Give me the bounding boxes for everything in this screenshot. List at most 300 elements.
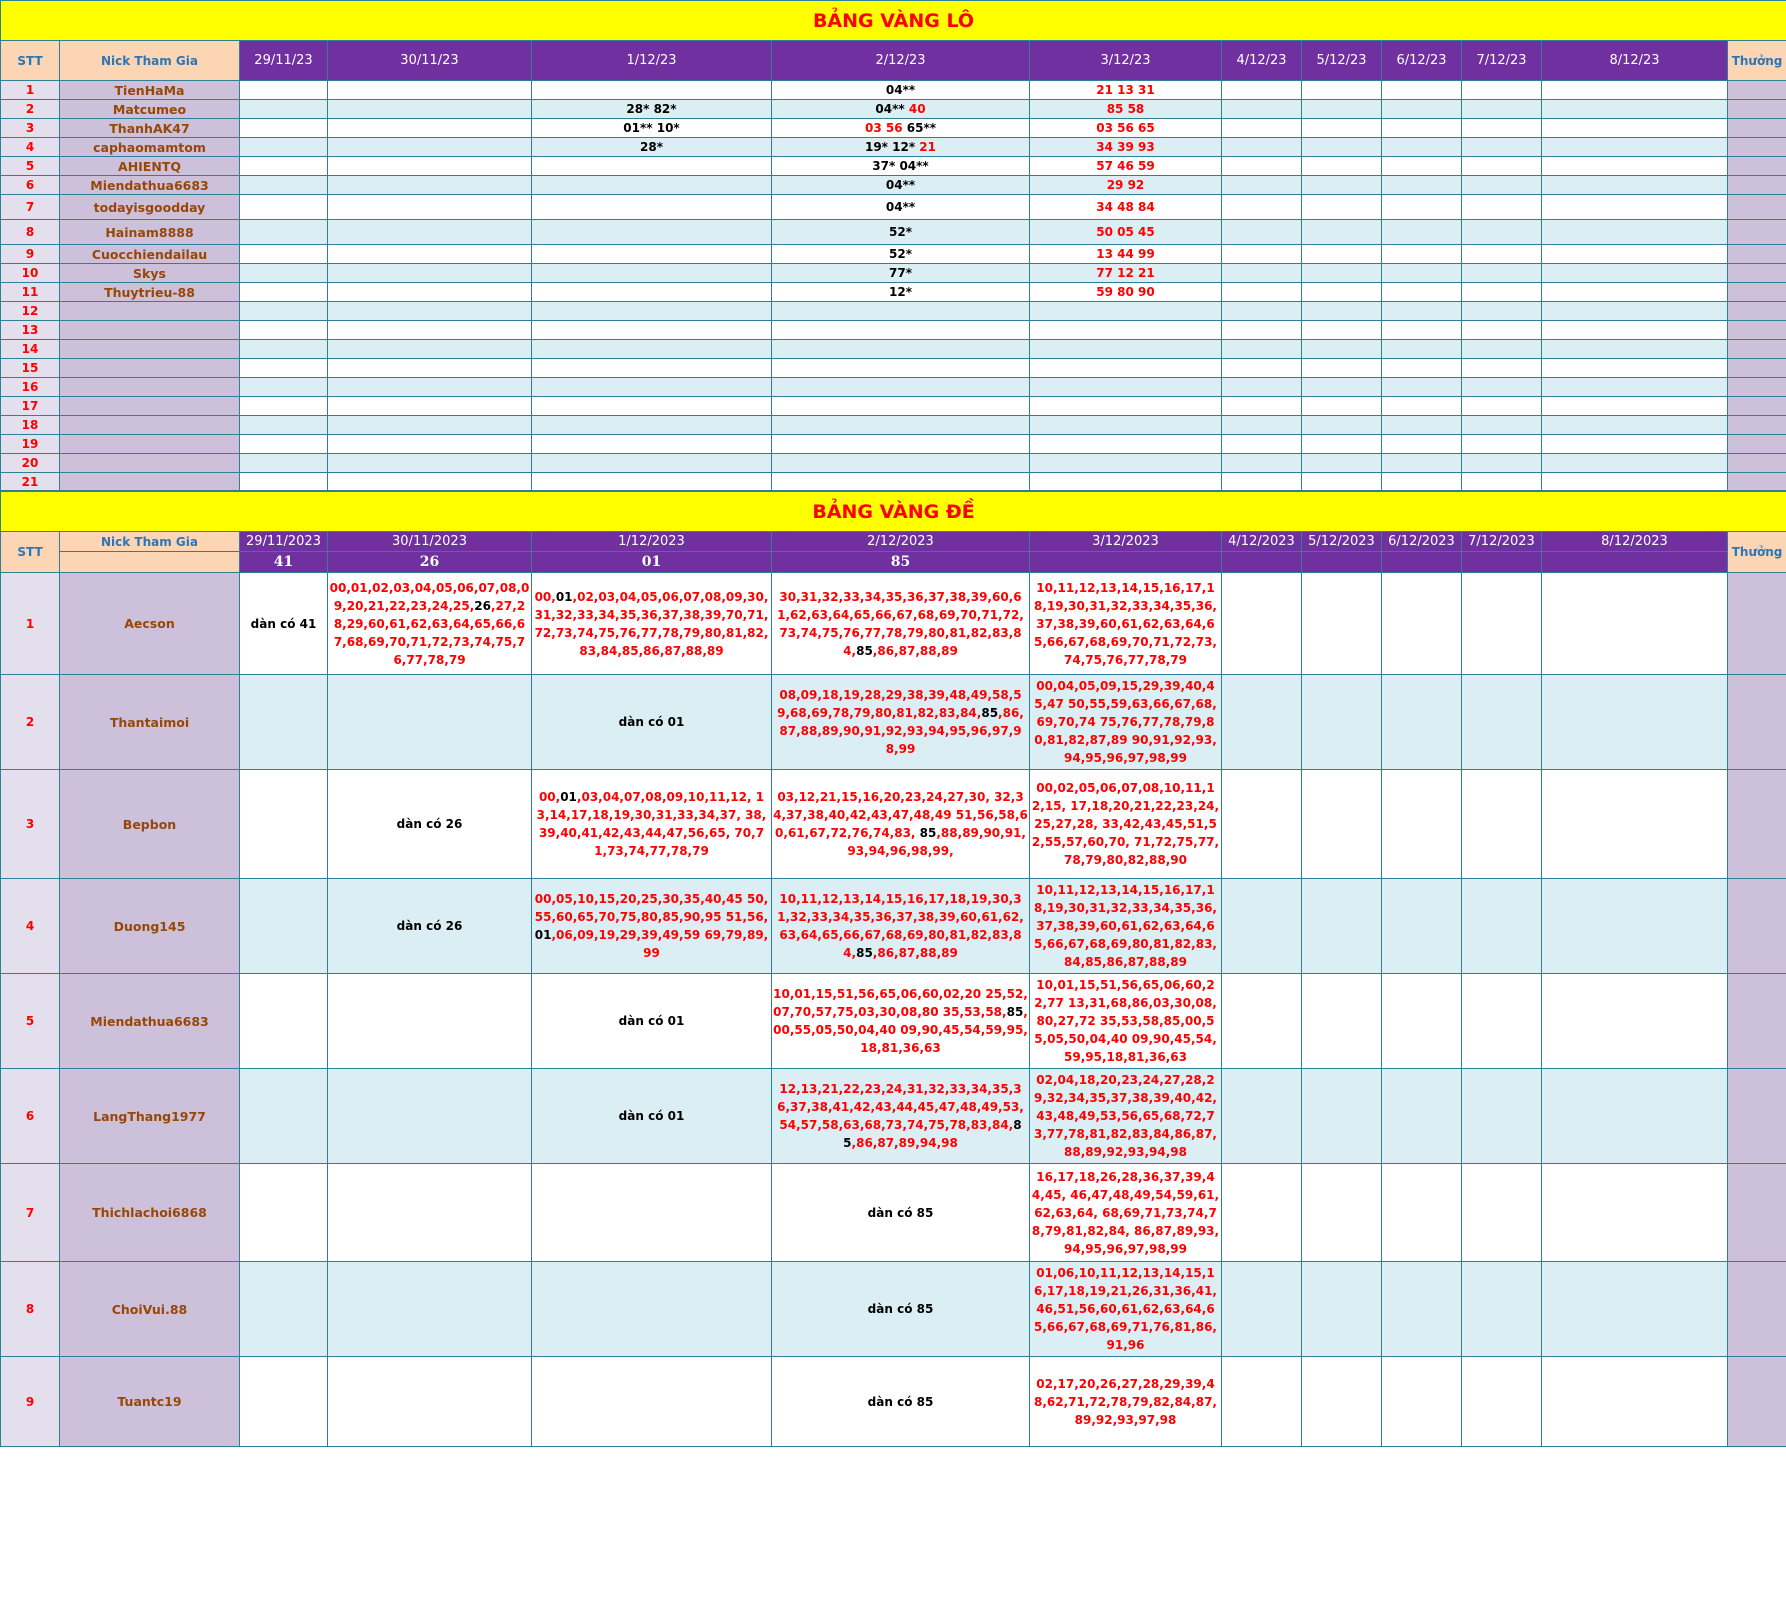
lo-cell[interactable]: [1302, 416, 1382, 435]
lo-cell[interactable]: [1462, 100, 1542, 119]
lo-cell[interactable]: [240, 359, 328, 378]
de-cell[interactable]: [328, 1262, 532, 1357]
de-cell[interactable]: [1542, 974, 1728, 1069]
de-cell[interactable]: [1542, 1069, 1728, 1164]
lo-cell[interactable]: [240, 397, 328, 416]
lo-cell[interactable]: [1030, 302, 1222, 321]
lo-cell[interactable]: [1302, 340, 1382, 359]
lo-cell[interactable]: [1302, 100, 1382, 119]
lo-cell[interactable]: [1030, 435, 1222, 454]
thuong-cell[interactable]: [1728, 302, 1786, 321]
thuong-cell[interactable]: [1728, 573, 1786, 675]
thuong-cell[interactable]: [1728, 176, 1786, 195]
lo-cell[interactable]: [1382, 220, 1462, 245]
de-cell[interactable]: [1542, 1357, 1728, 1447]
lo-cell[interactable]: [1382, 157, 1462, 176]
lo-cell[interactable]: [772, 454, 1030, 473]
de-cell[interactable]: [1302, 573, 1382, 675]
lo-cell[interactable]: [1030, 176, 1222, 195]
de-cell[interactable]: [240, 1262, 328, 1357]
lo-cell[interactable]: [1542, 435, 1728, 454]
lo-cell[interactable]: [1222, 435, 1302, 454]
lo-cell[interactable]: [240, 378, 328, 397]
lo-cell[interactable]: [532, 435, 772, 454]
lo-cell[interactable]: [1030, 245, 1222, 264]
lo-cell[interactable]: [1222, 340, 1302, 359]
lo-cell[interactable]: [328, 283, 532, 302]
lo-cell[interactable]: [240, 473, 328, 491]
lo-cell[interactable]: [1382, 138, 1462, 157]
lo-cell[interactable]: [328, 220, 532, 245]
lo-cell[interactable]: [328, 473, 532, 491]
lo-cell[interactable]: [1382, 378, 1462, 397]
de-cell[interactable]: [772, 1069, 1030, 1164]
lo-cell[interactable]: [1542, 321, 1728, 340]
lo-cell[interactable]: [1222, 283, 1302, 302]
thuong-cell[interactable]: [1728, 1262, 1786, 1357]
thuong-cell[interactable]: [1728, 157, 1786, 176]
lo-cell[interactable]: [1542, 100, 1728, 119]
lo-cell[interactable]: [1462, 416, 1542, 435]
lo-cell[interactable]: [1462, 157, 1542, 176]
thuong-cell[interactable]: [1728, 340, 1786, 359]
lo-cell[interactable]: [532, 157, 772, 176]
lo-cell[interactable]: [772, 378, 1030, 397]
lo-cell[interactable]: [240, 264, 328, 283]
thuong-cell[interactable]: [1728, 454, 1786, 473]
de-cell[interactable]: [532, 675, 772, 770]
lo-cell[interactable]: [1542, 264, 1728, 283]
lo-cell[interactable]: [1382, 359, 1462, 378]
lo-cell[interactable]: [772, 435, 1030, 454]
de-cell[interactable]: [1462, 675, 1542, 770]
thuong-cell[interactable]: [1728, 397, 1786, 416]
lo-cell[interactable]: [1222, 81, 1302, 100]
lo-cell[interactable]: [1462, 340, 1542, 359]
de-cell[interactable]: [1222, 573, 1302, 675]
lo-cell[interactable]: [1542, 220, 1728, 245]
lo-cell[interactable]: [772, 283, 1030, 302]
de-cell[interactable]: [1462, 1357, 1542, 1447]
lo-cell[interactable]: [532, 473, 772, 491]
de-cell[interactable]: [1030, 1164, 1222, 1262]
lo-cell[interactable]: [1302, 220, 1382, 245]
lo-cell[interactable]: [1382, 100, 1462, 119]
lo-cell[interactable]: [240, 157, 328, 176]
lo-cell[interactable]: [1542, 302, 1728, 321]
lo-cell[interactable]: [1030, 397, 1222, 416]
thuong-cell[interactable]: [1728, 138, 1786, 157]
thuong-cell[interactable]: [1728, 974, 1786, 1069]
de-cell[interactable]: [328, 770, 532, 879]
thuong-cell[interactable]: [1728, 264, 1786, 283]
de-cell[interactable]: [240, 573, 328, 675]
de-cell[interactable]: [1302, 770, 1382, 879]
de-cell[interactable]: [328, 573, 532, 675]
de-cell[interactable]: [532, 573, 772, 675]
lo-cell[interactable]: [1030, 359, 1222, 378]
thuong-cell[interactable]: [1728, 1357, 1786, 1447]
de-cell[interactable]: [532, 974, 772, 1069]
thuong-cell[interactable]: [1728, 675, 1786, 770]
lo-cell[interactable]: [1302, 454, 1382, 473]
lo-cell[interactable]: [1462, 302, 1542, 321]
de-cell[interactable]: [1030, 879, 1222, 974]
lo-cell[interactable]: [772, 302, 1030, 321]
lo-cell[interactable]: [1542, 119, 1728, 138]
lo-cell[interactable]: [1302, 81, 1382, 100]
lo-cell[interactable]: [328, 245, 532, 264]
de-cell[interactable]: [1462, 573, 1542, 675]
lo-cell[interactable]: [1382, 340, 1462, 359]
thuong-cell[interactable]: [1728, 321, 1786, 340]
lo-cell[interactable]: [1542, 176, 1728, 195]
lo-cell[interactable]: [772, 138, 1030, 157]
lo-cell[interactable]: [1302, 302, 1382, 321]
lo-cell[interactable]: [328, 321, 532, 340]
lo-cell[interactable]: [1542, 195, 1728, 220]
de-cell[interactable]: [1302, 1069, 1382, 1164]
de-cell[interactable]: [1222, 1262, 1302, 1357]
lo-cell[interactable]: [1462, 283, 1542, 302]
de-cell[interactable]: [1302, 1357, 1382, 1447]
lo-cell[interactable]: [1542, 473, 1728, 491]
lo-cell[interactable]: [240, 81, 328, 100]
lo-cell[interactable]: [240, 245, 328, 264]
lo-cell[interactable]: [1462, 454, 1542, 473]
lo-cell[interactable]: [328, 416, 532, 435]
de-cell[interactable]: [772, 1357, 1030, 1447]
lo-cell[interactable]: [1222, 176, 1302, 195]
lo-cell[interactable]: [1462, 435, 1542, 454]
lo-cell[interactable]: [532, 340, 772, 359]
lo-cell[interactable]: [328, 454, 532, 473]
lo-cell[interactable]: [772, 195, 1030, 220]
lo-cell[interactable]: [1382, 245, 1462, 264]
lo-cell[interactable]: [1382, 454, 1462, 473]
lo-cell[interactable]: [240, 100, 328, 119]
lo-cell[interactable]: [328, 397, 532, 416]
de-cell[interactable]: [1302, 1262, 1382, 1357]
lo-cell[interactable]: [1302, 397, 1382, 416]
thuong-cell[interactable]: [1728, 1164, 1786, 1262]
lo-cell[interactable]: [1302, 245, 1382, 264]
lo-cell[interactable]: [240, 454, 328, 473]
de-cell[interactable]: [1462, 770, 1542, 879]
lo-cell[interactable]: [772, 359, 1030, 378]
lo-cell[interactable]: [240, 416, 328, 435]
lo-cell[interactable]: [328, 302, 532, 321]
de-cell[interactable]: [1222, 1357, 1302, 1447]
de-cell[interactable]: [1222, 770, 1302, 879]
lo-cell[interactable]: [1462, 321, 1542, 340]
de-cell[interactable]: [1462, 1262, 1542, 1357]
de-cell[interactable]: [1462, 1164, 1542, 1262]
lo-cell[interactable]: [1382, 302, 1462, 321]
lo-cell[interactable]: [1542, 283, 1728, 302]
lo-cell[interactable]: [1382, 473, 1462, 491]
de-cell[interactable]: [772, 974, 1030, 1069]
thuong-cell[interactable]: [1728, 378, 1786, 397]
de-cell[interactable]: [1542, 879, 1728, 974]
de-cell[interactable]: [328, 1357, 532, 1447]
lo-cell[interactable]: [1542, 454, 1728, 473]
lo-cell[interactable]: [1222, 119, 1302, 138]
thuong-cell[interactable]: [1728, 435, 1786, 454]
lo-cell[interactable]: [772, 157, 1030, 176]
lo-cell[interactable]: [240, 302, 328, 321]
lo-cell[interactable]: [240, 138, 328, 157]
lo-cell[interactable]: [1030, 119, 1222, 138]
lo-cell[interactable]: [532, 119, 772, 138]
lo-cell[interactable]: [1462, 359, 1542, 378]
lo-cell[interactable]: [772, 220, 1030, 245]
lo-cell[interactable]: [240, 321, 328, 340]
lo-cell[interactable]: [1462, 245, 1542, 264]
lo-cell[interactable]: [1542, 416, 1728, 435]
de-cell[interactable]: [328, 1069, 532, 1164]
lo-cell[interactable]: [772, 176, 1030, 195]
de-cell[interactable]: [240, 974, 328, 1069]
lo-cell[interactable]: [1030, 264, 1222, 283]
lo-cell[interactable]: [1542, 157, 1728, 176]
de-cell[interactable]: [1382, 1164, 1462, 1262]
lo-cell[interactable]: [1302, 264, 1382, 283]
de-cell[interactable]: [240, 675, 328, 770]
lo-cell[interactable]: [1462, 220, 1542, 245]
de-cell[interactable]: [240, 1069, 328, 1164]
lo-cell[interactable]: [1542, 359, 1728, 378]
lo-cell[interactable]: [1542, 397, 1728, 416]
de-cell[interactable]: [532, 1357, 772, 1447]
de-cell[interactable]: [772, 675, 1030, 770]
lo-cell[interactable]: [772, 264, 1030, 283]
lo-cell[interactable]: [1462, 176, 1542, 195]
de-cell[interactable]: [1542, 1164, 1728, 1262]
de-cell[interactable]: [1030, 1069, 1222, 1164]
de-cell[interactable]: [1302, 675, 1382, 770]
lo-cell[interactable]: [1302, 473, 1382, 491]
lo-cell[interactable]: [1462, 397, 1542, 416]
lo-cell[interactable]: [772, 397, 1030, 416]
lo-cell[interactable]: [240, 195, 328, 220]
lo-cell[interactable]: [772, 245, 1030, 264]
de-cell[interactable]: [1462, 1069, 1542, 1164]
lo-cell[interactable]: [532, 264, 772, 283]
thuong-cell[interactable]: [1728, 245, 1786, 264]
lo-cell[interactable]: [328, 119, 532, 138]
de-cell[interactable]: [1462, 879, 1542, 974]
lo-cell[interactable]: [1302, 283, 1382, 302]
lo-cell[interactable]: [1462, 378, 1542, 397]
de-cell[interactable]: [1382, 974, 1462, 1069]
lo-cell[interactable]: [328, 264, 532, 283]
de-cell[interactable]: [1382, 1357, 1462, 1447]
lo-cell[interactable]: [1382, 435, 1462, 454]
de-cell[interactable]: [328, 879, 532, 974]
lo-cell[interactable]: [1222, 321, 1302, 340]
thuong-cell[interactable]: [1728, 416, 1786, 435]
lo-cell[interactable]: [1302, 157, 1382, 176]
lo-cell[interactable]: [532, 220, 772, 245]
thuong-cell[interactable]: [1728, 81, 1786, 100]
thuong-cell[interactable]: [1728, 195, 1786, 220]
de-cell[interactable]: [772, 1164, 1030, 1262]
de-cell[interactable]: [1302, 1164, 1382, 1262]
lo-cell[interactable]: [1382, 81, 1462, 100]
de-cell[interactable]: [1462, 974, 1542, 1069]
lo-cell[interactable]: [328, 100, 532, 119]
lo-cell[interactable]: [1542, 245, 1728, 264]
lo-cell[interactable]: [1462, 473, 1542, 491]
de-cell[interactable]: [1382, 879, 1462, 974]
de-cell[interactable]: [772, 573, 1030, 675]
lo-cell[interactable]: [1382, 416, 1462, 435]
de-cell[interactable]: [1222, 675, 1302, 770]
lo-cell[interactable]: [772, 321, 1030, 340]
lo-cell[interactable]: [1382, 119, 1462, 138]
thuong-cell[interactable]: [1728, 1069, 1786, 1164]
lo-cell[interactable]: [1222, 302, 1302, 321]
lo-cell[interactable]: [1222, 378, 1302, 397]
lo-cell[interactable]: [1222, 454, 1302, 473]
thuong-cell[interactable]: [1728, 473, 1786, 491]
de-cell[interactable]: [1542, 1262, 1728, 1357]
lo-cell[interactable]: [1302, 359, 1382, 378]
de-cell[interactable]: [1542, 770, 1728, 879]
lo-cell[interactable]: [532, 195, 772, 220]
thuong-cell[interactable]: [1728, 879, 1786, 974]
lo-cell[interactable]: [240, 119, 328, 138]
lo-cell[interactable]: [1382, 195, 1462, 220]
de-cell[interactable]: [772, 1262, 1030, 1357]
de-cell[interactable]: [240, 1357, 328, 1447]
lo-cell[interactable]: [240, 176, 328, 195]
lo-cell[interactable]: [532, 100, 772, 119]
lo-cell[interactable]: [532, 245, 772, 264]
lo-cell[interactable]: [772, 340, 1030, 359]
de-cell[interactable]: [1030, 573, 1222, 675]
lo-cell[interactable]: [1302, 378, 1382, 397]
lo-cell[interactable]: [1302, 435, 1382, 454]
lo-cell[interactable]: [1462, 81, 1542, 100]
de-cell[interactable]: [240, 1164, 328, 1262]
de-cell[interactable]: [532, 1262, 772, 1357]
lo-cell[interactable]: [1222, 157, 1302, 176]
lo-cell[interactable]: [532, 321, 772, 340]
lo-cell[interactable]: [1542, 138, 1728, 157]
lo-cell[interactable]: [1030, 195, 1222, 220]
de-cell[interactable]: [1222, 1164, 1302, 1262]
lo-cell[interactable]: [1030, 378, 1222, 397]
de-cell[interactable]: [1542, 573, 1728, 675]
lo-cell[interactable]: [1030, 100, 1222, 119]
lo-cell[interactable]: [1222, 473, 1302, 491]
de-cell[interactable]: [1030, 1262, 1222, 1357]
thuong-cell[interactable]: [1728, 119, 1786, 138]
lo-cell[interactable]: [532, 176, 772, 195]
de-cell[interactable]: [772, 770, 1030, 879]
lo-cell[interactable]: [1542, 340, 1728, 359]
lo-cell[interactable]: [1030, 321, 1222, 340]
lo-cell[interactable]: [1462, 138, 1542, 157]
lo-cell[interactable]: [1222, 220, 1302, 245]
lo-cell[interactable]: [240, 435, 328, 454]
lo-cell[interactable]: [1462, 264, 1542, 283]
lo-cell[interactable]: [532, 359, 772, 378]
lo-cell[interactable]: [1222, 138, 1302, 157]
lo-cell[interactable]: [1030, 138, 1222, 157]
lo-cell[interactable]: [328, 138, 532, 157]
lo-cell[interactable]: [1222, 245, 1302, 264]
lo-cell[interactable]: [1222, 264, 1302, 283]
lo-cell[interactable]: [328, 340, 532, 359]
lo-cell[interactable]: [1222, 100, 1302, 119]
lo-cell[interactable]: [240, 340, 328, 359]
lo-cell[interactable]: [532, 138, 772, 157]
lo-cell[interactable]: [1542, 81, 1728, 100]
lo-cell[interactable]: [1222, 359, 1302, 378]
de-cell[interactable]: [1382, 573, 1462, 675]
lo-cell[interactable]: [532, 378, 772, 397]
lo-cell[interactable]: [328, 157, 532, 176]
lo-cell[interactable]: [532, 454, 772, 473]
thuong-cell[interactable]: [1728, 359, 1786, 378]
de-cell[interactable]: [772, 879, 1030, 974]
de-cell[interactable]: [532, 1069, 772, 1164]
lo-cell[interactable]: [1302, 138, 1382, 157]
de-cell[interactable]: [1222, 879, 1302, 974]
lo-cell[interactable]: [1030, 157, 1222, 176]
lo-cell[interactable]: [1382, 283, 1462, 302]
lo-cell[interactable]: [240, 220, 328, 245]
lo-cell[interactable]: [1030, 81, 1222, 100]
lo-cell[interactable]: [532, 397, 772, 416]
lo-cell[interactable]: [1302, 195, 1382, 220]
lo-cell[interactable]: [1382, 176, 1462, 195]
de-cell[interactable]: [532, 879, 772, 974]
de-cell[interactable]: [1542, 675, 1728, 770]
de-cell[interactable]: [1030, 675, 1222, 770]
lo-cell[interactable]: [532, 283, 772, 302]
de-cell[interactable]: [1030, 1357, 1222, 1447]
lo-cell[interactable]: [1030, 340, 1222, 359]
de-cell[interactable]: [532, 1164, 772, 1262]
lo-cell[interactable]: [1302, 119, 1382, 138]
lo-cell[interactable]: [1302, 321, 1382, 340]
lo-cell[interactable]: [1030, 454, 1222, 473]
de-cell[interactable]: [328, 974, 532, 1069]
lo-cell[interactable]: [1030, 416, 1222, 435]
lo-cell[interactable]: [1030, 473, 1222, 491]
de-cell[interactable]: [1222, 1069, 1302, 1164]
de-cell[interactable]: [240, 770, 328, 879]
lo-cell[interactable]: [328, 359, 532, 378]
lo-cell[interactable]: [772, 473, 1030, 491]
de-cell[interactable]: [1382, 1262, 1462, 1357]
thuong-cell[interactable]: [1728, 770, 1786, 879]
de-cell[interactable]: [1030, 770, 1222, 879]
lo-cell[interactable]: [328, 435, 532, 454]
de-cell[interactable]: [1382, 770, 1462, 879]
lo-cell[interactable]: [328, 81, 532, 100]
lo-cell[interactable]: [772, 416, 1030, 435]
lo-cell[interactable]: [1382, 397, 1462, 416]
lo-cell[interactable]: [1462, 195, 1542, 220]
lo-cell[interactable]: [240, 283, 328, 302]
de-cell[interactable]: [328, 675, 532, 770]
lo-cell[interactable]: [772, 81, 1030, 100]
